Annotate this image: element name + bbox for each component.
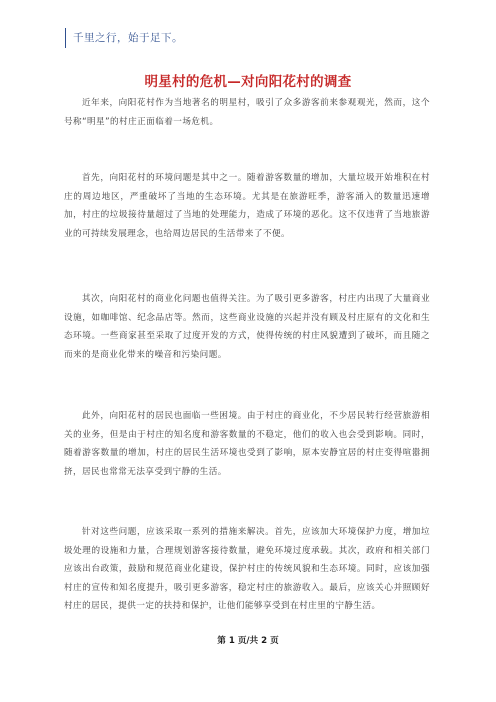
document-title: 明星村的危机—对向阳花村的调查 <box>144 74 352 90</box>
header-motto: 千里之行，始于足下。 <box>65 28 183 48</box>
paragraph-residents: 此外，向阳花村的居民也面临一些困境。由于村庄的商业化，不少居民转行经营旅游相关的业务，但是由于村庄的知名度和游客数量的不稳定，他们的收入也会受到影响。同时，随着游客数量的增加，村庄的居民生活环境也受到了影响，原本安静宜居的村庄变得喧嚣拥挤，居民也常常无法享受到宁静的生活。 <box>64 411 430 477</box>
page-number: 第 1 页/共 2 页 <box>217 636 279 646</box>
paragraph-measures: 针对这些问题，应该采取一系列的措施来解决。首先，应该加大环境保护力度，增加垃圾处理的设施和力量，合理规划游客接待数量，避免环境过度承载。其次，政府和相关部门应该出台政策，鼓励和规范商业化建设，保护村庄的传统风貌和生态环境。同时，应该加强村庄的宣传和知名度提升，吸引更多游客，稳定村庄的旅游收入。最后，应该关心并照顾好村庄的居民，提供一定的扶持和保护，让他们能够享受到在村庄里的宁静生活。 <box>64 527 430 612</box>
paragraph-environment: 首先，向阳花村的环境问题是其中之一。随着游客数量的增加，大量垃圾开始堆积在村庄的周边地区，严重破坏了当地的生态环境。尤其是在旅游旺季，游客涌入的数量迅速增加，村庄的垃圾接待量超过了当地的处理能力，造成了环境的恶化。这不仅违背了当地旅游业的可持续发展理念，也给周边居民的生活带来了不便。 <box>64 173 430 239</box>
paragraph-commercialization: 其次，向阳花村的商业化问题也值得关注。为了吸引更多游客，村庄内出现了大量商业设施，如咖啡馆、纪念品店等。然而，这些商业设施的兴起并没有顾及村庄原有的文化和生态环境。一些商家甚至采取了过度开发的方式，使得传统的村庄风貌遭到了破坏，而且随之而来的是商业化带来的噪音和污染问题。 <box>64 294 430 360</box>
paragraph-intro: 近年来，向阳花村作为当地著名的明星村，吸引了众多游客前来参观观光，然而，这个号称“明星”的村庄正面临着一场危机。 <box>64 98 430 127</box>
